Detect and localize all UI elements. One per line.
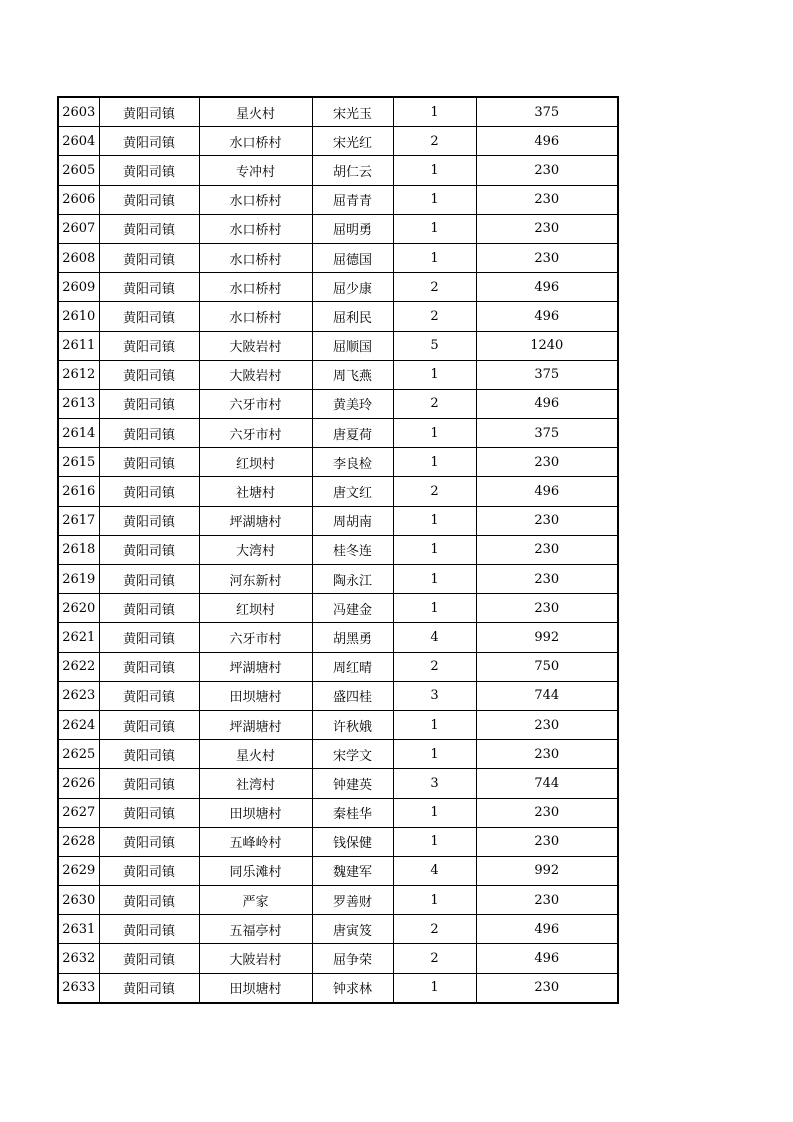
person-name-cell: 屈少康 xyxy=(312,273,393,302)
town-cell: 黄阳司镇 xyxy=(99,652,199,681)
village-cell: 同乐滩村 xyxy=(199,856,312,885)
person-name-cell: 钱保健 xyxy=(312,827,393,856)
amount-cell: 230 xyxy=(476,973,618,1003)
serial-number-cell: 2603 xyxy=(58,97,99,127)
town-cell: 黄阳司镇 xyxy=(99,827,199,856)
person-name-cell: 许秋娥 xyxy=(312,710,393,739)
village-cell: 水口桥村 xyxy=(199,273,312,302)
amount-cell: 496 xyxy=(476,302,618,331)
amount-cell: 230 xyxy=(476,565,618,594)
village-cell: 专冲村 xyxy=(199,156,312,185)
town-cell: 黄阳司镇 xyxy=(99,623,199,652)
village-cell: 星火村 xyxy=(199,740,312,769)
table-row xyxy=(58,769,618,798)
serial-number-cell: 2618 xyxy=(58,535,99,564)
amount-cell: 496 xyxy=(476,944,618,973)
amount-cell: 230 xyxy=(476,243,618,272)
household-count-cell: 1 xyxy=(393,565,476,594)
amount-cell: 230 xyxy=(476,710,618,739)
household-count-cell: 3 xyxy=(393,769,476,798)
serial-number-cell: 2613 xyxy=(58,389,99,418)
household-count-cell: 1 xyxy=(393,798,476,827)
town-cell: 黄阳司镇 xyxy=(99,798,199,827)
amount-cell: 744 xyxy=(476,769,618,798)
village-cell: 五峰岭村 xyxy=(199,827,312,856)
table-row xyxy=(58,710,618,739)
household-count-cell: 1 xyxy=(393,97,476,127)
amount-cell: 230 xyxy=(476,506,618,535)
person-name-cell: 屈利民 xyxy=(312,302,393,331)
amount-cell: 992 xyxy=(476,856,618,885)
serial-number-cell: 2622 xyxy=(58,652,99,681)
person-name-cell: 周飞燕 xyxy=(312,360,393,389)
household-count-cell: 2 xyxy=(393,127,476,156)
village-cell: 大湾村 xyxy=(199,535,312,564)
amount-cell: 230 xyxy=(476,214,618,243)
serial-number-cell: 2615 xyxy=(58,448,99,477)
amount-cell: 230 xyxy=(476,185,618,214)
town-cell: 黄阳司镇 xyxy=(99,360,199,389)
serial-number-cell: 2620 xyxy=(58,594,99,623)
amount-cell: 230 xyxy=(476,448,618,477)
household-count-cell: 1 xyxy=(393,156,476,185)
household-count-cell: 1 xyxy=(393,214,476,243)
household-count-cell: 1 xyxy=(393,886,476,915)
town-cell: 黄阳司镇 xyxy=(99,448,199,477)
person-name-cell: 胡仁云 xyxy=(312,156,393,185)
serial-number-cell: 2607 xyxy=(58,214,99,243)
serial-number-cell: 2632 xyxy=(58,944,99,973)
village-cell: 大陂岩村 xyxy=(199,944,312,973)
village-cell: 水口桥村 xyxy=(199,302,312,331)
person-name-cell: 罗善财 xyxy=(312,886,393,915)
person-name-cell: 屈顺国 xyxy=(312,331,393,360)
household-count-cell: 2 xyxy=(393,944,476,973)
town-cell: 黄阳司镇 xyxy=(99,243,199,272)
person-name-cell: 屈德国 xyxy=(312,243,393,272)
table-row xyxy=(58,623,618,652)
table-row xyxy=(58,740,618,769)
person-name-cell: 宋光玉 xyxy=(312,97,393,127)
town-cell: 黄阳司镇 xyxy=(99,477,199,506)
person-name-cell: 周红晴 xyxy=(312,652,393,681)
serial-number-cell: 2630 xyxy=(58,886,99,915)
town-cell: 黄阳司镇 xyxy=(99,156,199,185)
person-name-cell: 周胡南 xyxy=(312,506,393,535)
household-count-cell: 4 xyxy=(393,623,476,652)
table-row xyxy=(58,886,618,915)
household-count-cell: 3 xyxy=(393,681,476,710)
town-cell: 黄阳司镇 xyxy=(99,565,199,594)
household-count-cell: 2 xyxy=(393,477,476,506)
amount-cell: 230 xyxy=(476,740,618,769)
amount-cell: 375 xyxy=(476,419,618,448)
serial-number-cell: 2604 xyxy=(58,127,99,156)
town-cell: 黄阳司镇 xyxy=(99,127,199,156)
town-cell: 黄阳司镇 xyxy=(99,769,199,798)
person-name-cell: 秦桂华 xyxy=(312,798,393,827)
village-cell: 社湾村 xyxy=(199,769,312,798)
town-cell: 黄阳司镇 xyxy=(99,915,199,944)
person-name-cell: 宋学文 xyxy=(312,740,393,769)
table-row xyxy=(58,827,618,856)
village-cell: 社塘村 xyxy=(199,477,312,506)
village-cell: 水口桥村 xyxy=(199,185,312,214)
serial-number-cell: 2629 xyxy=(58,856,99,885)
serial-number-cell: 2611 xyxy=(58,331,99,360)
town-cell: 黄阳司镇 xyxy=(99,973,199,1003)
person-name-cell: 钟建英 xyxy=(312,769,393,798)
person-name-cell: 桂冬连 xyxy=(312,535,393,564)
table-row xyxy=(58,652,618,681)
amount-cell: 230 xyxy=(476,827,618,856)
person-name-cell: 宋光红 xyxy=(312,127,393,156)
table-row xyxy=(58,127,618,156)
village-cell: 水口桥村 xyxy=(199,214,312,243)
village-cell: 六牙市村 xyxy=(199,623,312,652)
village-cell: 六牙市村 xyxy=(199,419,312,448)
serial-number-cell: 2619 xyxy=(58,565,99,594)
amount-cell: 1240 xyxy=(476,331,618,360)
table-row xyxy=(58,214,618,243)
amount-cell: 750 xyxy=(476,652,618,681)
table-row xyxy=(58,506,618,535)
household-count-cell: 5 xyxy=(393,331,476,360)
serial-number-cell: 2614 xyxy=(58,419,99,448)
village-cell: 五福亭村 xyxy=(199,915,312,944)
town-cell: 黄阳司镇 xyxy=(99,273,199,302)
serial-number-cell: 2633 xyxy=(58,973,99,1003)
table-row xyxy=(58,915,618,944)
town-cell: 黄阳司镇 xyxy=(99,710,199,739)
amount-cell: 496 xyxy=(476,915,618,944)
town-cell: 黄阳司镇 xyxy=(99,389,199,418)
amount-cell: 375 xyxy=(476,97,618,127)
person-name-cell: 屈争荣 xyxy=(312,944,393,973)
town-cell: 黄阳司镇 xyxy=(99,506,199,535)
village-cell: 水口桥村 xyxy=(199,243,312,272)
household-count-cell: 2 xyxy=(393,302,476,331)
amount-cell: 992 xyxy=(476,623,618,652)
table-row xyxy=(58,681,618,710)
village-cell: 坪湖塘村 xyxy=(199,506,312,535)
village-cell: 严家 xyxy=(199,886,312,915)
person-name-cell: 胡黑勇 xyxy=(312,623,393,652)
amount-cell: 496 xyxy=(476,477,618,506)
household-count-cell: 1 xyxy=(393,594,476,623)
amount-cell: 230 xyxy=(476,798,618,827)
person-name-cell: 屈青青 xyxy=(312,185,393,214)
household-count-cell: 1 xyxy=(393,827,476,856)
amount-cell: 230 xyxy=(476,594,618,623)
serial-number-cell: 2610 xyxy=(58,302,99,331)
household-count-cell: 1 xyxy=(393,710,476,739)
serial-number-cell: 2631 xyxy=(58,915,99,944)
town-cell: 黄阳司镇 xyxy=(99,944,199,973)
household-count-cell: 1 xyxy=(393,243,476,272)
serial-number-cell: 2606 xyxy=(58,185,99,214)
data-table xyxy=(57,96,619,1004)
town-cell: 黄阳司镇 xyxy=(99,886,199,915)
person-name-cell: 魏建军 xyxy=(312,856,393,885)
table-row xyxy=(58,273,618,302)
town-cell: 黄阳司镇 xyxy=(99,331,199,360)
person-name-cell: 陶永江 xyxy=(312,565,393,594)
table-row xyxy=(58,331,618,360)
table-row xyxy=(58,594,618,623)
town-cell: 黄阳司镇 xyxy=(99,97,199,127)
person-name-cell: 屈明勇 xyxy=(312,214,393,243)
amount-cell: 230 xyxy=(476,535,618,564)
town-cell: 黄阳司镇 xyxy=(99,681,199,710)
serial-number-cell: 2605 xyxy=(58,156,99,185)
household-count-cell: 1 xyxy=(393,360,476,389)
household-count-cell: 2 xyxy=(393,915,476,944)
person-name-cell: 唐寅笈 xyxy=(312,915,393,944)
serial-number-cell: 2621 xyxy=(58,623,99,652)
household-count-cell: 1 xyxy=(393,448,476,477)
village-cell: 水口桥村 xyxy=(199,127,312,156)
person-name-cell: 盛四桂 xyxy=(312,681,393,710)
table-row xyxy=(58,535,618,564)
table-row xyxy=(58,389,618,418)
town-cell: 黄阳司镇 xyxy=(99,185,199,214)
table-row xyxy=(58,419,618,448)
person-name-cell: 唐夏荷 xyxy=(312,419,393,448)
village-cell: 红坝村 xyxy=(199,594,312,623)
serial-number-cell: 2625 xyxy=(58,740,99,769)
household-count-cell: 1 xyxy=(393,506,476,535)
table-row xyxy=(58,477,618,506)
village-cell: 红坝村 xyxy=(199,448,312,477)
person-name-cell: 钟求林 xyxy=(312,973,393,1003)
serial-number-cell: 2616 xyxy=(58,477,99,506)
serial-number-cell: 2628 xyxy=(58,827,99,856)
village-cell: 大陂岩村 xyxy=(199,331,312,360)
person-name-cell: 冯建金 xyxy=(312,594,393,623)
serial-number-cell: 2617 xyxy=(58,506,99,535)
table-row xyxy=(58,185,618,214)
serial-number-cell: 2626 xyxy=(58,769,99,798)
person-name-cell: 黄美玲 xyxy=(312,389,393,418)
town-cell: 黄阳司镇 xyxy=(99,419,199,448)
village-cell: 坪湖塘村 xyxy=(199,710,312,739)
town-cell: 黄阳司镇 xyxy=(99,214,199,243)
household-count-cell: 4 xyxy=(393,856,476,885)
person-name-cell: 唐文红 xyxy=(312,477,393,506)
serial-number-cell: 2624 xyxy=(58,710,99,739)
town-cell: 黄阳司镇 xyxy=(99,594,199,623)
amount-cell: 744 xyxy=(476,681,618,710)
household-count-cell: 1 xyxy=(393,973,476,1003)
table-row xyxy=(58,360,618,389)
household-count-cell: 2 xyxy=(393,389,476,418)
serial-number-cell: 2627 xyxy=(58,798,99,827)
table-row xyxy=(58,856,618,885)
village-cell: 六牙市村 xyxy=(199,389,312,418)
amount-cell: 230 xyxy=(476,886,618,915)
town-cell: 黄阳司镇 xyxy=(99,740,199,769)
serial-number-cell: 2608 xyxy=(58,243,99,272)
town-cell: 黄阳司镇 xyxy=(99,856,199,885)
household-count-cell: 1 xyxy=(393,185,476,214)
village-cell: 田坝塘村 xyxy=(199,681,312,710)
household-count-cell: 1 xyxy=(393,419,476,448)
table-row xyxy=(58,243,618,272)
village-cell: 河东新村 xyxy=(199,565,312,594)
serial-number-cell: 2609 xyxy=(58,273,99,302)
village-cell: 田坝塘村 xyxy=(199,973,312,1003)
village-cell: 大陂岩村 xyxy=(199,360,312,389)
household-count-cell: 2 xyxy=(393,652,476,681)
amount-cell: 230 xyxy=(476,156,618,185)
table-row xyxy=(58,798,618,827)
town-cell: 黄阳司镇 xyxy=(99,535,199,564)
village-cell: 星火村 xyxy=(199,97,312,127)
village-cell: 田坝塘村 xyxy=(199,798,312,827)
table-row xyxy=(58,302,618,331)
serial-number-cell: 2612 xyxy=(58,360,99,389)
table-row xyxy=(58,944,618,973)
town-cell: 黄阳司镇 xyxy=(99,302,199,331)
amount-cell: 375 xyxy=(476,360,618,389)
table-row xyxy=(58,156,618,185)
table-body xyxy=(58,97,618,1003)
table-row xyxy=(58,565,618,594)
household-count-cell: 1 xyxy=(393,535,476,564)
amount-cell: 496 xyxy=(476,389,618,418)
table-row xyxy=(58,973,618,1003)
person-name-cell: 李良检 xyxy=(312,448,393,477)
amount-cell: 496 xyxy=(476,127,618,156)
table-row xyxy=(58,97,618,127)
household-count-cell: 1 xyxy=(393,740,476,769)
serial-number-cell: 2623 xyxy=(58,681,99,710)
household-count-cell: 2 xyxy=(393,273,476,302)
amount-cell: 496 xyxy=(476,273,618,302)
table-row xyxy=(58,448,618,477)
village-cell: 坪湖塘村 xyxy=(199,652,312,681)
